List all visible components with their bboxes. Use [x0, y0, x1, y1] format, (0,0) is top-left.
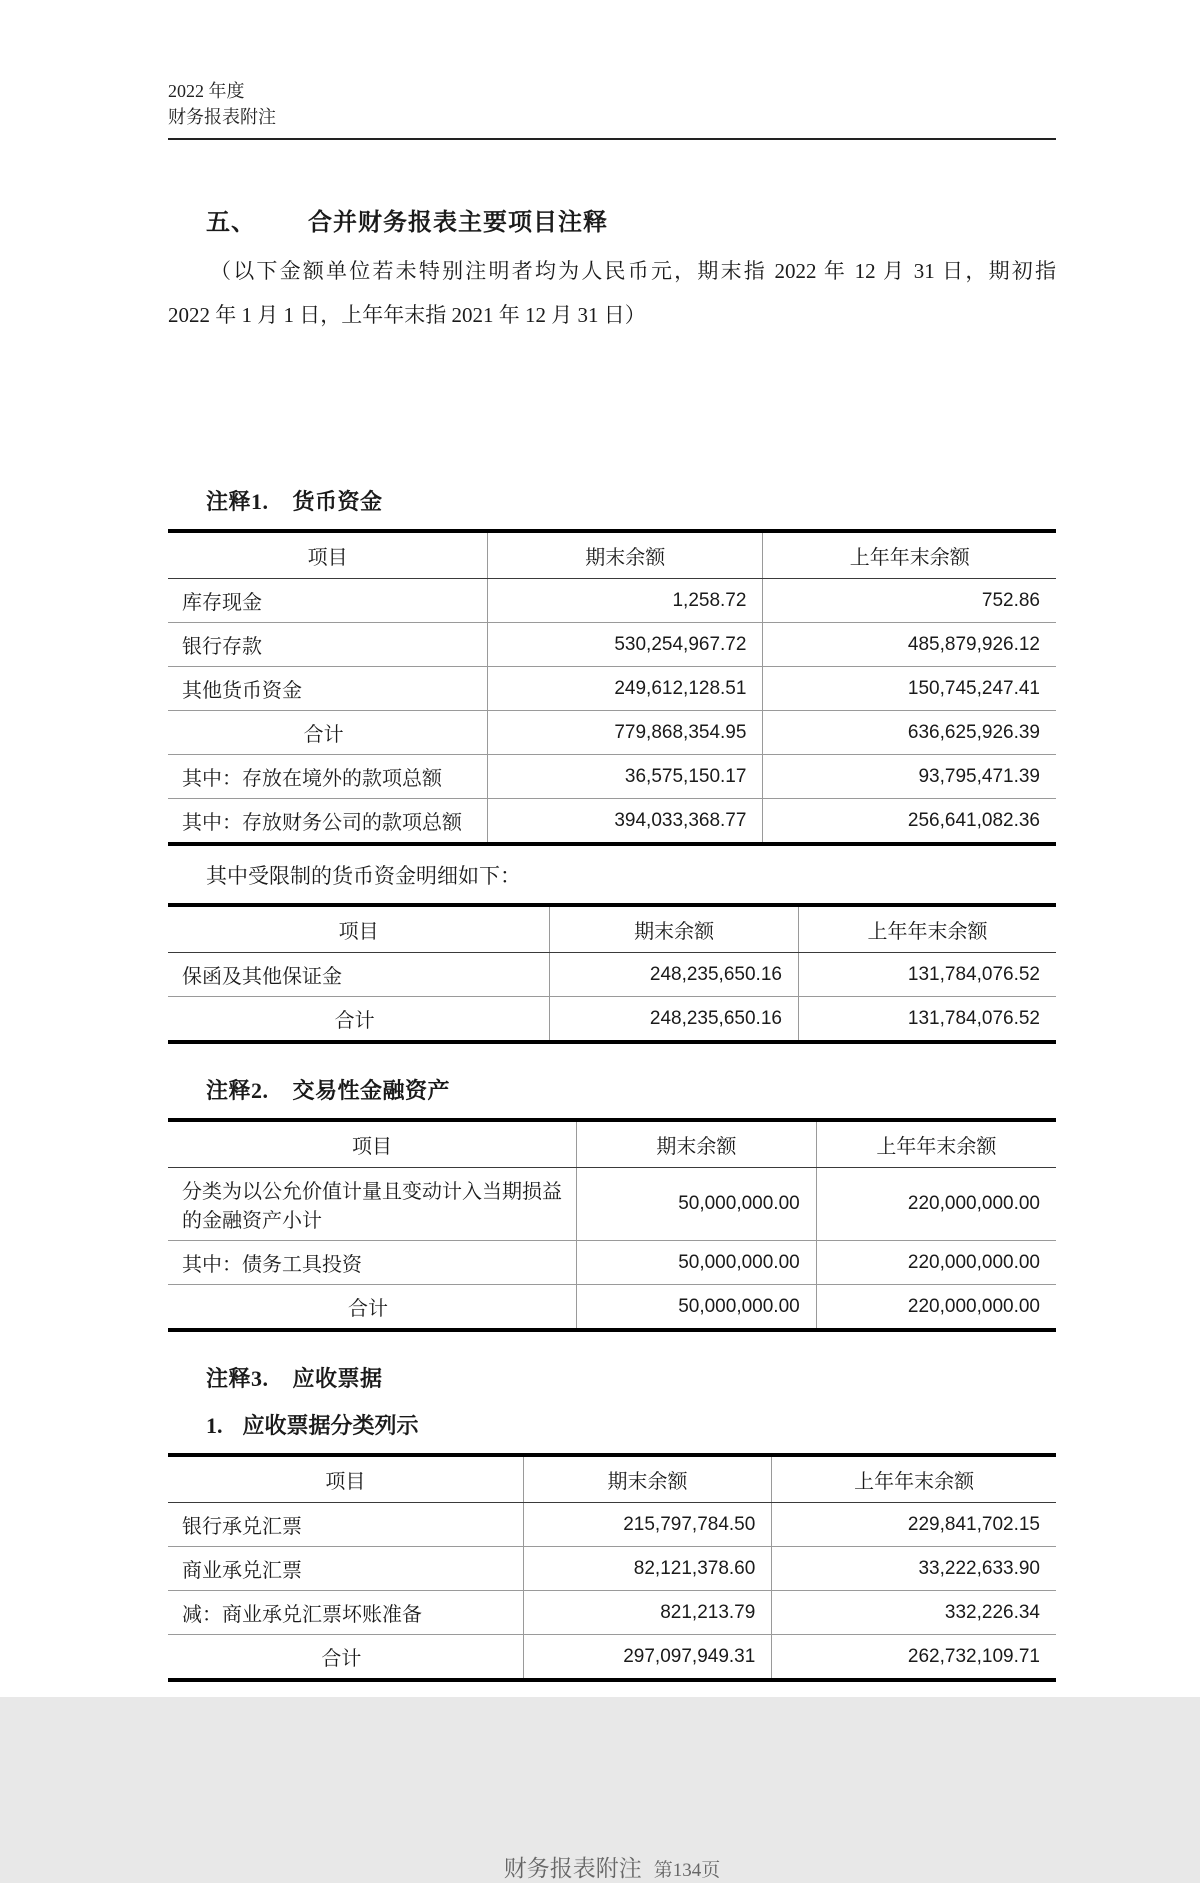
col-prior: 上年年末余额	[798, 905, 1056, 953]
table-row	[168, 1241, 1056, 1285]
note2-label: 注释2.	[206, 1078, 269, 1103]
note2-heading	[168, 1074, 1056, 1105]
item-cell: 减：商业承兑汇票坏账准备	[168, 1591, 523, 1635]
value-cell: 131,784,076.52	[798, 953, 1056, 997]
item-cell: 合计	[168, 711, 488, 755]
value-cell: 248,235,650.16	[550, 997, 799, 1043]
col-prior: 上年年末余额	[763, 531, 1056, 579]
value-cell: 530,254,967.72	[488, 623, 763, 667]
value-cell: 220,000,000.00	[816, 1241, 1056, 1285]
table-total-row	[168, 711, 1056, 755]
table-header-row	[168, 905, 1056, 953]
value-cell: 215,797,784.50	[523, 1503, 772, 1547]
item-cell: 其中：存放财务公司的款项总额	[182, 812, 462, 834]
item-cell: 其中：债务工具投资	[168, 1241, 576, 1285]
note3-title: 应收票据	[292, 1366, 383, 1391]
page-footer	[168, 1850, 1056, 1883]
value-cell: 93,795,471.39	[763, 755, 1056, 799]
header-year-line: 2022 年度	[168, 81, 245, 101]
item-cell: 其中：存放在境外的款项总额	[168, 755, 488, 799]
value-cell: 821,213.79	[523, 1591, 772, 1635]
col-prior: 上年年末余额	[816, 1120, 1056, 1168]
item-cell: 合计	[347, 1298, 388, 1320]
intro-paragraph	[168, 249, 1056, 337]
value-cell: 229,841,702.15	[772, 1503, 1056, 1547]
table-row	[168, 1591, 1056, 1635]
item-cell: 分类为以公允价值计量且变动计入当期损益的金融资产小计	[168, 1168, 576, 1241]
table-row	[168, 953, 1056, 997]
table-row	[168, 755, 1056, 799]
item-cell: 银行存款	[168, 623, 488, 667]
running-header	[168, 78, 1056, 140]
value-cell: 332,226.34	[772, 1591, 1056, 1635]
col-current: 期末余额	[576, 1120, 816, 1168]
table-row	[168, 799, 1056, 845]
table-total-row	[168, 1285, 1056, 1331]
item-cell: 库存现金	[168, 579, 488, 623]
table-total-row	[168, 997, 1056, 1043]
header-doc-line: 财务报表附注	[168, 107, 276, 127]
note1-heading	[168, 485, 1056, 516]
table-row	[168, 623, 1056, 667]
header-rule	[168, 138, 1056, 140]
note3-label: 注释3.	[206, 1366, 269, 1391]
value-cell: 636,625,926.39	[763, 711, 1056, 755]
footer-doc-title: 财务报表附注	[503, 1856, 642, 1881]
table-header-row	[168, 531, 1056, 579]
intro-line-1: （以下金额单位若未特别注明者均为人民币元，期末指 2022 年 12 月 31 日，期初指	[210, 259, 1056, 283]
col-item: 项目	[168, 531, 488, 579]
table-row	[168, 667, 1056, 711]
note3-subheading	[168, 1409, 1056, 1440]
note1-label: 注释1.	[206, 489, 269, 514]
value-cell: 50,000,000.00	[576, 1241, 816, 1285]
table-row	[168, 579, 1056, 623]
value-cell: 485,879,926.12	[763, 623, 1056, 667]
col-current: 期末余额	[488, 531, 763, 579]
value-cell: 262,732,109.71	[772, 1635, 1056, 1681]
value-cell: 256,641,082.36	[763, 799, 1056, 845]
trading-financial-assets-table	[168, 1118, 1056, 1332]
restricted-funds-table	[168, 903, 1056, 1044]
note2-title: 交易性金融资产	[292, 1078, 451, 1103]
intro-line-2: 2022 年 1 月 1 日，上年年末指 2021 年 12 月 31 日）	[168, 303, 646, 327]
item-cell: 其他货币资金	[168, 667, 488, 711]
value-cell: 150,745,247.41	[763, 667, 1056, 711]
value-cell: 131,784,076.52	[798, 997, 1056, 1043]
value-cell: 220,000,000.00	[816, 1285, 1056, 1331]
value-cell: 297,097,949.31	[523, 1635, 772, 1681]
table-header-row	[168, 1120, 1056, 1168]
col-item: 项目	[168, 905, 550, 953]
value-cell: 220,000,000.00	[816, 1168, 1056, 1241]
value-cell: 82,121,378.60	[523, 1547, 772, 1591]
restricted-funds-caption: 其中受限制的货币资金明细如下：	[206, 864, 521, 888]
value-cell: 248,235,650.16	[550, 953, 799, 997]
item-cell: 合计	[321, 1648, 362, 1670]
col-current: 期末余额	[550, 905, 799, 953]
section-title-text: 合并财务报表主要项目注释	[308, 210, 608, 236]
notes-receivable-table	[168, 1453, 1056, 1682]
value-cell: 33,222,633.90	[772, 1547, 1056, 1591]
section-title	[168, 202, 1056, 237]
value-cell: 50,000,000.00	[576, 1168, 816, 1241]
footer-page-number: 第134页	[653, 1860, 721, 1881]
value-cell: 36,575,150.17	[488, 755, 763, 799]
table-total-row	[168, 1635, 1056, 1681]
value-cell: 779,868,354.95	[488, 711, 763, 755]
item-cell: 银行承兑汇票	[168, 1503, 523, 1547]
table-row	[168, 1168, 1056, 1241]
note3-sub-title: 应收票据分类列示	[242, 1413, 419, 1438]
item-cell: 保函及其他保证金	[168, 953, 550, 997]
value-cell: 394,033,368.77	[488, 799, 763, 845]
table-row	[168, 1547, 1056, 1591]
value-cell: 752.86	[763, 579, 1056, 623]
table-header-row	[168, 1455, 1056, 1503]
table-row	[168, 1503, 1056, 1547]
item-cell: 商业承兑汇票	[168, 1547, 523, 1591]
item-cell: 合计	[334, 1010, 375, 1032]
col-item: 项目	[168, 1455, 523, 1503]
col-item: 项目	[168, 1120, 576, 1168]
note1-title: 货币资金	[292, 489, 383, 514]
value-cell: 249,612,128.51	[488, 667, 763, 711]
monetary-funds-table	[168, 529, 1056, 846]
col-prior: 上年年末余额	[772, 1455, 1056, 1503]
value-cell: 1,258.72	[488, 579, 763, 623]
section-number: 五、	[206, 210, 256, 236]
note3-sub-label: 1.	[206, 1413, 223, 1438]
col-current: 期末余额	[523, 1455, 772, 1503]
note3-heading	[168, 1362, 1056, 1393]
page-content	[168, 78, 1056, 1883]
value-cell: 50,000,000.00	[576, 1285, 816, 1331]
